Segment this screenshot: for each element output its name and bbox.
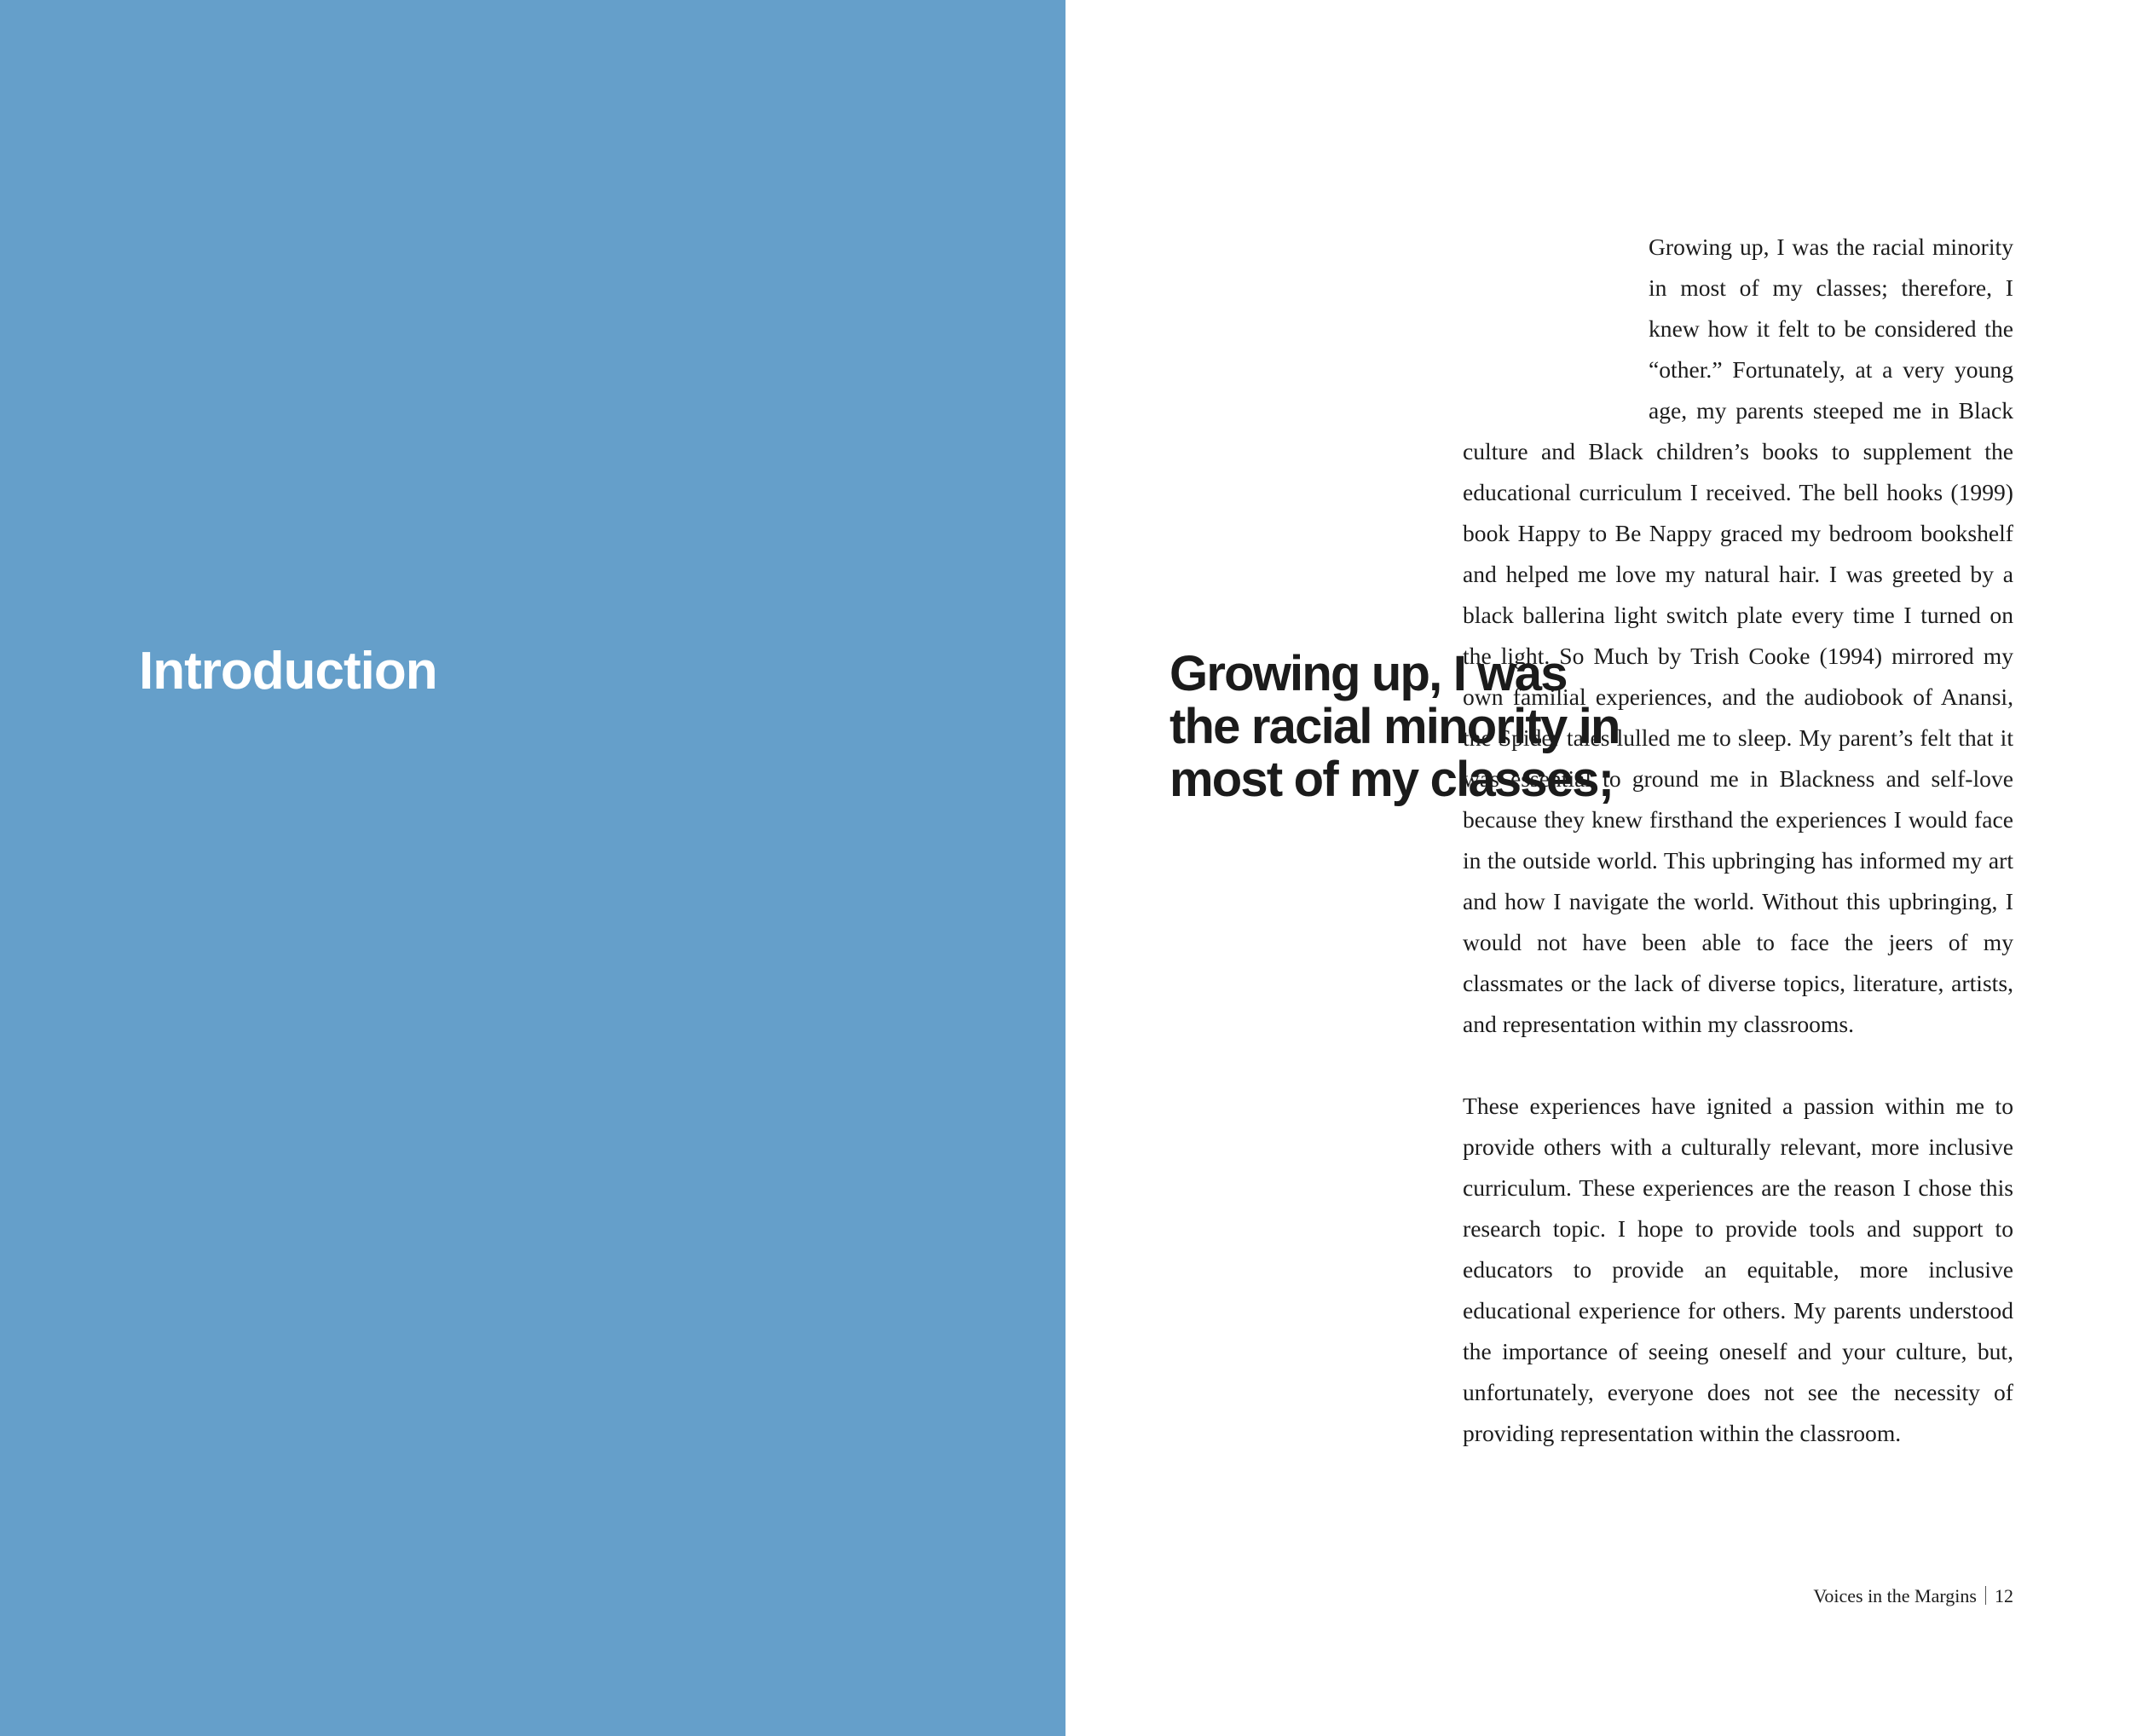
body-text	[1463, 227, 2013, 1454]
body-paragraph-1: Growing up, I was the racial minority in most of my classes; therefore, I knew how it felt to be considered the “other.” Fortunately, at a very young age, my parents steeped me in Black culture and Black children’s books to supplement the educational curriculum I received. The bell hooks (1999) book Happy to Be Nappy graced my bedroom bookshelf and helped me love my natural hair. I was greeted by a black ballerina light switch plate every time I turned on the light. So Much by Trish Cooke (1994) mirrored my own familial experiences, and the audiobook of Anansi, the Spider tales lulled me to sleep. My parent’s felt that it was essential to ground me in Blackness and self-love because they knew firsthand the experiences I would face in the outside world. This upbringing has informed my art and how I navigate the world. Without this upbringing, I would not have been able to face the jeers of my classmates or the lack of diverse topics, literature, artists, and representation within my classrooms.	[1463, 234, 2013, 1037]
section-title: Introduction	[139, 642, 437, 701]
page-number: 12	[1995, 1585, 2013, 1606]
footer-separator	[1985, 1586, 1986, 1605]
pull-quote-wrap-area	[1463, 227, 1649, 431]
body-paragraph-2: These experiences have ignited a passion within me to provide others with a culturally relevant, more inclusive curriculum. These experiences are the reason I chose this research topic. I hope to provide tools and support to educators to provide an equitable, more inclusive educational experience for others. My parents understood the importance of seeing oneself and your culture, but, unfortunately, everyone does not see the necessity of providing representation within the classroom.	[1463, 1093, 2013, 1446]
page-footer	[1813, 1585, 2013, 1607]
pull-quote: Growing up, I was the racial minority in most of my classes;	[1169, 646, 1620, 807]
footer-book-title: Voices in the Margins	[1813, 1585, 1977, 1606]
